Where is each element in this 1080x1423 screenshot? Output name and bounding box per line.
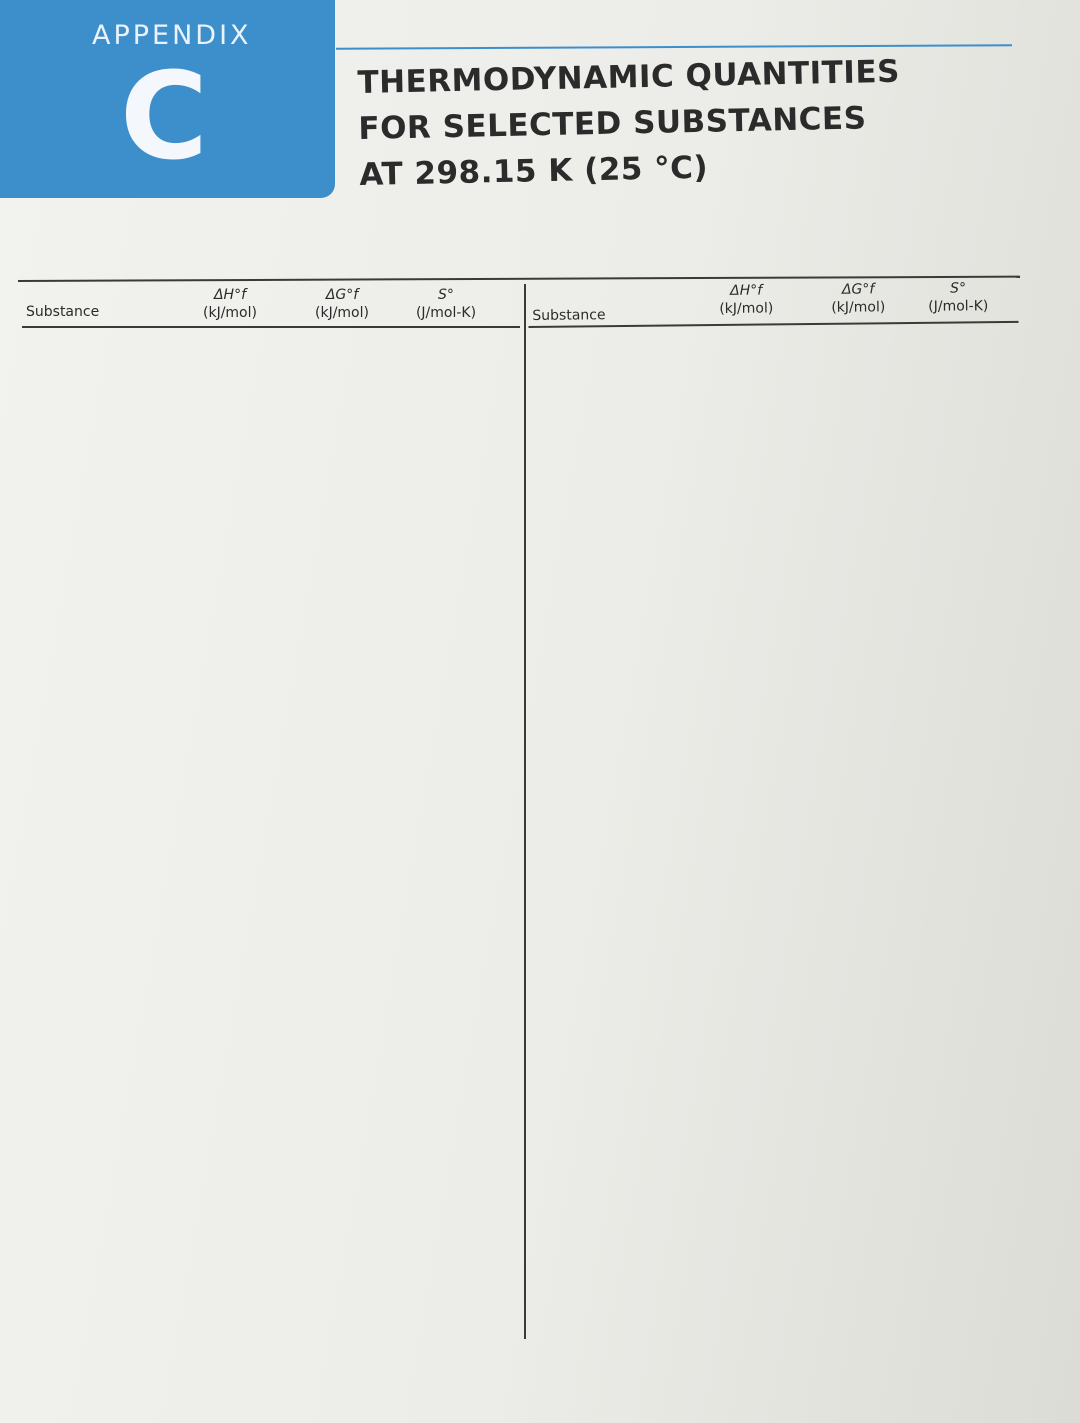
appendix-label: APPENDIX: [92, 20, 252, 51]
column-divider: [524, 284, 526, 1339]
dg-header-right: ΔG°f (kJ/mol): [831, 281, 886, 316]
title-line-3: AT 298.15 K (25 °C): [359, 149, 709, 193]
appendix-letter: C: [120, 48, 209, 187]
substance-header: Substance: [26, 304, 100, 320]
substance-header-right: Substance: [532, 307, 606, 324]
page-title: [357, 49, 902, 198]
dh-header-right: ΔH°f (kJ/mol): [719, 282, 774, 317]
s-header-right: S° (J/mol-K): [928, 280, 989, 315]
title-line-1: THERMODYNAMIC QUANTITIES: [357, 53, 901, 101]
dg-header: ΔG°f (kJ/mol): [315, 287, 369, 321]
s-header: S° (J/mol-K): [415, 287, 477, 321]
dh-header: ΔH°f (kJ/mol): [203, 287, 257, 321]
appendix-banner: [0, 0, 335, 198]
left-header-rule: [22, 326, 520, 328]
title-rule: [336, 44, 1012, 50]
title-line-2: FOR SELECTED SUBSTANCES: [358, 100, 867, 147]
